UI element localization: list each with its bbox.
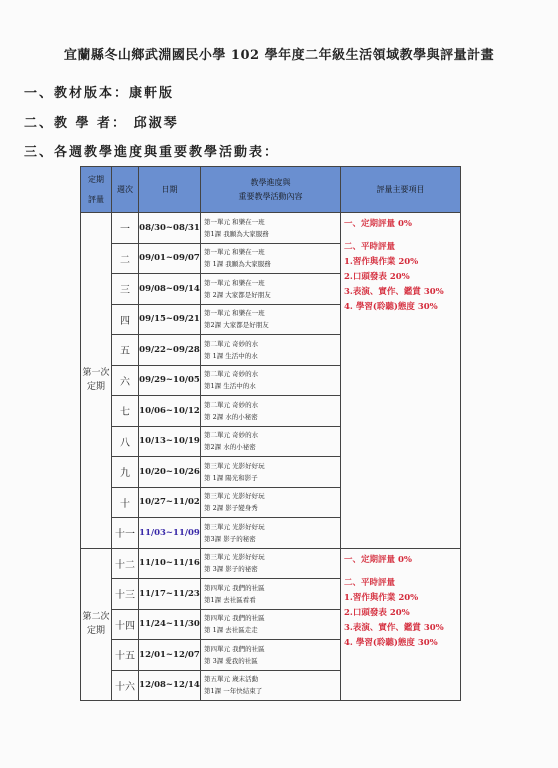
activity-lesson: 第1課 生活中的水 — [204, 382, 256, 391]
date-cell: 11/10~11/16 — [139, 548, 201, 579]
date-cell: 09/01~09/07 — [139, 243, 201, 274]
eval-second-line1: 一、定期評量 0% — [344, 554, 412, 565]
eval-first-line6: 4. 學習(聆聽)態度 30% — [344, 302, 438, 312]
activity-cell — [201, 396, 341, 427]
date-cell: 11/24~11/30 — [139, 609, 201, 640]
activity-unit: 第五單元 歲末活動 — [204, 675, 259, 684]
period-first-line1: 第一次 — [82, 368, 110, 379]
activity-cell — [201, 457, 341, 488]
activity-lesson: 第1課 我願為大家服務 — [204, 229, 269, 238]
week-cell: 七 — [112, 396, 139, 427]
activity-lesson: 第 1課 我願為大家服務 — [204, 260, 271, 269]
activity-lesson: 第1課 一年快結束了 — [204, 687, 263, 696]
activity-lesson: 第 1課 生活中的水 — [204, 351, 258, 360]
page-title: 宜蘭縣冬山鄉武淵國民小學 102 學年度二年級生活領域教學與評量計畫 — [63, 48, 495, 63]
week-cell: 二 — [112, 243, 139, 274]
eval-second-line5: 3.表演、實作、鑑賞 30% — [344, 622, 444, 633]
activity-unit: 第二單元 奇妙的水 — [204, 370, 259, 379]
date-cell: 09/29~10/05 — [139, 365, 201, 396]
activity-cell — [201, 213, 341, 244]
activity-unit: 第三單元 光影好好玩 — [204, 553, 265, 562]
activity-cell — [201, 518, 341, 549]
week-cell: 十二 — [112, 548, 139, 579]
week-cell: 十三 — [112, 579, 139, 610]
schedule-table — [80, 166, 461, 701]
eval-first-line2: 二、平時評量 — [344, 242, 396, 252]
activity-cell — [201, 579, 341, 610]
week-cell: 五 — [112, 335, 139, 366]
week-cell: 十六 — [112, 670, 139, 701]
activity-unit: 第三單元 光影好好玩 — [204, 522, 265, 531]
date-cell: 12/01~12/07 — [139, 640, 201, 671]
date-cell: 10/06~10/12 — [139, 396, 201, 427]
activity-cell — [201, 548, 341, 579]
eval-second-line3: 1.習作與作業 20% — [344, 592, 419, 603]
table-row — [81, 548, 461, 579]
header-activity — [201, 167, 341, 213]
date-cell: 10/27~11/02 — [139, 487, 201, 518]
eval-second-line6: 4. 學習(聆聽)態度 30% — [344, 637, 438, 648]
date-cell: 09/15~09/21 — [139, 304, 201, 335]
eval-second-line2: 二、平時評量 — [344, 577, 396, 588]
eval-first-line1: 一、定期評量 0% — [344, 219, 412, 229]
activity-cell — [201, 243, 341, 274]
activity-unit: 第四單元 我們的社區 — [204, 583, 265, 592]
period-cell-first — [81, 213, 112, 549]
date-cell: 12/08~12/14 — [139, 670, 201, 701]
eval-first-line5: 3.表演、實作、鑑賞 30% — [344, 287, 444, 297]
activity-unit: 第二單元 奇妙的水 — [204, 339, 259, 348]
activity-cell — [201, 640, 341, 671]
header-eval: 評量主要項目 — [341, 167, 461, 213]
week-cell: 十五 — [112, 640, 139, 671]
header-period-line2: 評量 — [88, 194, 104, 204]
period-first-line2: 定期 — [86, 382, 105, 393]
table-header-row — [81, 167, 461, 213]
week-cell: 十 — [112, 487, 139, 518]
header-period — [81, 167, 112, 213]
eval-first-line4: 2.口頭發表 20% — [344, 272, 410, 282]
section-textbook: 一、教材版本：康軒版 — [24, 86, 175, 101]
header-period-line1: 定期 — [88, 174, 104, 184]
week-cell: 六 — [112, 365, 139, 396]
week-cell: 九 — [112, 457, 139, 488]
date-cell: 08/30~08/31 — [139, 213, 201, 244]
table-row — [81, 213, 461, 244]
date-cell: 11/17~11/23 — [139, 579, 201, 610]
activity-cell — [201, 365, 341, 396]
eval-cell-first — [341, 213, 461, 549]
activity-lesson: 第 1課 去社區走走 — [204, 626, 258, 635]
activity-unit: 第二單元 奇妙的水 — [204, 400, 259, 409]
activity-unit: 第一單元 和樂在一班 — [204, 278, 265, 287]
period-cell-second — [81, 548, 112, 701]
week-cell: 四 — [112, 304, 139, 335]
activity-cell — [201, 304, 341, 335]
activity-lesson: 第2課 大家都是好朋友 — [204, 321, 269, 330]
week-cell: 三 — [112, 274, 139, 305]
eval-first-line3: 1.習作與作業 20% — [344, 257, 419, 267]
activity-unit: 第三單元 光影好好玩 — [204, 492, 265, 501]
activity-unit: 第二單元 奇妙的水 — [204, 431, 259, 440]
period-second-line2: 定期 — [86, 626, 105, 637]
section-teacher: 二、教 學 者： 邱淑琴 — [24, 116, 179, 131]
activity-lesson: 第2課 水的小祕密 — [204, 443, 256, 452]
activity-lesson: 第 2課 大家都是好朋友 — [204, 290, 271, 299]
activity-unit: 第三單元 光影好好玩 — [204, 461, 265, 470]
activity-lesson: 第3課 影子的秘密 — [204, 534, 256, 543]
activity-cell — [201, 609, 341, 640]
header-date: 日期 — [139, 167, 201, 213]
activity-unit: 第一單元 和樂在一班 — [204, 309, 265, 318]
section-schedule: 三、各週教學進度與重要教學活動表： — [24, 145, 280, 160]
activity-cell — [201, 426, 341, 457]
week-cell: 八 — [112, 426, 139, 457]
date-cell: 10/13~10/19 — [139, 426, 201, 457]
activity-lesson: 第 3課 愛我的社區 — [204, 656, 258, 665]
period-second-line1: 第二次 — [82, 612, 110, 623]
activity-unit: 第四單元 我們的社區 — [204, 644, 265, 653]
activity-unit: 第一單元 和樂在一班 — [204, 248, 265, 257]
activity-lesson: 第 2課 水的小秘密 — [204, 412, 258, 421]
activity-cell — [201, 335, 341, 366]
activity-lesson: 第1課 去社區看看 — [204, 595, 256, 604]
header-activity-line1: 教學進度與 — [250, 177, 291, 187]
activity-cell — [201, 274, 341, 305]
header-activity-line2: 重要教學活動內容 — [238, 191, 303, 201]
week-cell: 十四 — [112, 609, 139, 640]
header-week: 週次 — [112, 167, 139, 213]
date-cell-highlighted: 11/03~11/09 — [139, 518, 201, 549]
date-cell: 09/08~09/14 — [139, 274, 201, 305]
activity-cell — [201, 670, 341, 701]
eval-second-line4: 2.口頭發表 20% — [344, 607, 410, 618]
activity-lesson: 第 1課 陽光和影子 — [204, 473, 258, 482]
activity-lesson: 第 2課 影子變身秀 — [204, 504, 258, 513]
activity-unit: 第一單元 和樂在一班 — [204, 217, 265, 226]
week-cell: 一 — [112, 213, 139, 244]
eval-cell-second — [341, 548, 461, 701]
date-cell: 09/22~09/28 — [139, 335, 201, 366]
activity-lesson: 第 3課 影子的祕密 — [204, 565, 258, 574]
activity-cell — [201, 487, 341, 518]
week-cell: 十一 — [112, 518, 139, 549]
date-cell: 10/20~10/26 — [139, 457, 201, 488]
activity-unit: 第四單元 我們的社區 — [204, 614, 265, 623]
